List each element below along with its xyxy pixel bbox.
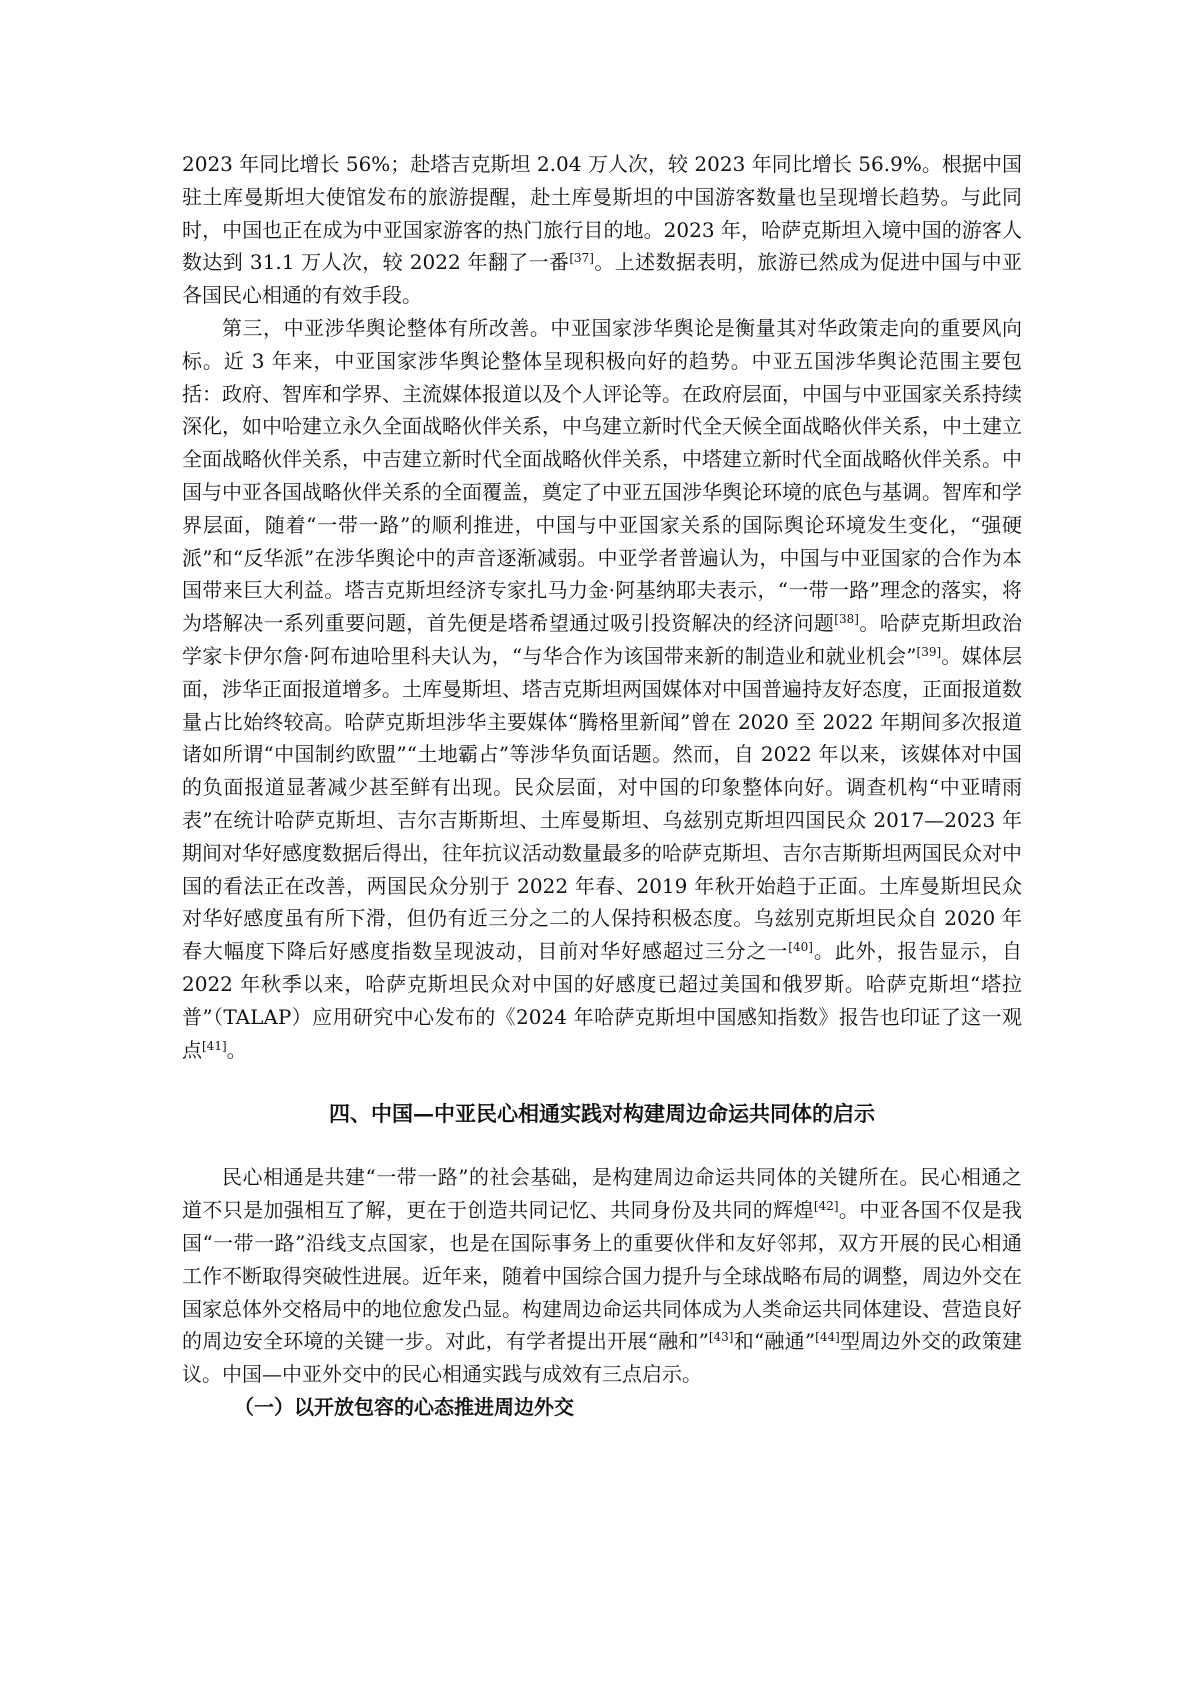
paragraph-text: 民心相通是共建“一带一路”的社会基础，是构建周边命运共同体的关键所在。民心相通之道不只是加强相互了解，更在于创造共同记忆、共同身份及共同的辉煌 bbox=[182, 1165, 1022, 1223]
paragraph-text: 2023 年同比增长 56%；赴塔吉克斯坦 2.04 万人次，较 2023 年同比增长 56.9%。根据中国驻土库曼斯坦大使馆发布的旅游提醒，赴土库曼斯坦的中国游客数量也呈现增长趋势。与此同时，中国也正在成为中亚国家游客的热门旅行目的地。2023 年，哈萨克斯坦入境中国的游客人数达到 31.1 万人次，较 2022 年翻了一番 bbox=[182, 152, 1022, 275]
citation-marker[interactable]: [43] bbox=[708, 1330, 734, 1345]
body-paragraph-tourism bbox=[182, 148, 1022, 312]
citation-marker[interactable]: [38] bbox=[834, 612, 859, 627]
citation-marker[interactable]: [41] bbox=[202, 1038, 227, 1053]
citation-marker[interactable]: [40] bbox=[788, 940, 813, 955]
paragraph-text: 第三，中亚涉华舆论整体有所改善。中亚国家涉华舆论是衡量其对华政策走向的重要风向标。近 3 年来，中亚国家涉华舆论整体呈现积极向好的趋势。中亚五国涉华舆论范围主要包括：政府、智库和学界、主流媒体报道以及个人评论等。在政府层面，中国与中亚国家关系持续深化，如中哈建立永久全面战略伙伴关系，中乌建立新时代全天候全面战略伙伴关系，中土建立全面战略伙伴关系，中吉建立新时代全面战略伙伴关系，中塔建立新时代全面战略伙伴关系。中国与中亚各国战略伙伴关系的全面覆盖，奠定了中亚五国涉华舆论环境的底色与基调。智库和学界层面，随着“一带一路”的顺利推进，中国与中亚国家关系的国际舆论环境发生变化，“强硬派”和“反华派”在涉华舆论中的声音逐渐减弱。中亚学者普遍认为，中国与中亚国家的合作为本国带来巨大利益。塔吉克斯坦经济专家扎马力金·阿基纳耶夫表示，“一带一路”理念的落实，将为塔解决一系列重要问题，首先便是塔希望通过吸引投资解决的经济问题 bbox=[182, 315, 1022, 636]
paragraph-text: 。此外，报告显示，自 2022 年秋季以来，哈萨克斯坦民众对中国的好感度已超过美国和俄罗斯。哈萨克斯坦“塔拉普”（TALAP）应用研究中心发布的《2024 年哈萨克斯坦中国感知指数》报告也印证了这一观点 bbox=[182, 939, 1023, 1062]
paragraph-text: 。媒体层面，涉华正面报道增多。土库曼斯坦、塔吉克斯坦两国媒体对中国普遍持友好态度，正面报道数量占比始终较高。哈萨克斯坦涉华主要媒体“腾格里新闻”曾在 2020 至 2022 年期间多次报道诸如所谓“中国制约欧盟”“土地霸占”等涉华负面话题。然而，自 2022 年以来，该媒体对中国的负面报道显著减少甚至鲜有出现。民众层面，对中国的印象整体向好。调查机构“中亚晴雨表”在统计哈萨克斯坦、吉尔吉斯斯坦、土库曼斯坦、乌兹别克斯坦四国民众 2017—2023 年期间对华好感度数据后得出，往年抗议活动数量最多的哈萨克斯坦、吉尔吉斯斯坦两国民众对中国的看法正在改善，两国民众分别于 2022 年春、2019 年秋开始趋于正面。土库曼斯坦民众对华好感度虽有所下滑，但仍有近三分之二的人保持积极态度。乌兹别克斯坦民众自 2020 年春大幅度下降后好感度指数呈现波动，目前对华好感超过三分之一 bbox=[182, 643, 1023, 964]
paragraph-text: 。上述数据表明，旅游已然成为促进中国与中亚各国民心相通的有效手段。 bbox=[182, 250, 1023, 308]
subsection-heading: （一）以开放包容的心态推进周边外交 bbox=[234, 1394, 574, 1419]
body-paragraph-public-opinion bbox=[182, 312, 1022, 1066]
page-content bbox=[182, 148, 1022, 1424]
citation-marker[interactable]: [42] bbox=[813, 1199, 839, 1214]
citation-marker[interactable]: [37] bbox=[569, 251, 594, 266]
paragraph-text: 。中亚各国不仅是我国“一带一路”沿线支点国家，也是在国际事务上的重要伙伴和友好邻邦，双方开展的民心相通工作不断取得突破性进展。近年来，随着中国综合国力提升与全球战略布局的调整，周边外交在国家总体外交格局中的地位愈发凸显。构建周边命运共同体成为人类命运共同体建设、营造良好的周边安全环境的关键一步。对此，有学者提出开展“融和” bbox=[182, 1198, 1023, 1354]
body-paragraph-people-to-people bbox=[182, 1161, 1022, 1391]
paragraph-text: 。 bbox=[226, 1037, 247, 1062]
citation-marker[interactable]: [39] bbox=[916, 644, 942, 659]
section-heading: 四、中国—中亚民心相通实践对构建周边命运共同体的启示 bbox=[329, 1101, 875, 1127]
citation-marker[interactable]: [44] bbox=[815, 1330, 840, 1345]
paragraph-text: 型周边外交的政策建议。中国—中亚外交中的民心相通实践与成效有三点启示。 bbox=[182, 1329, 1023, 1387]
paragraph-text: 和“融通” bbox=[733, 1329, 816, 1354]
paragraph-text: 。哈萨克斯坦政治学家卡伊尔詹·阿布迪哈里科夫认为，“与华合作为该国带来新的制造业和就业机会” bbox=[182, 611, 1023, 668]
